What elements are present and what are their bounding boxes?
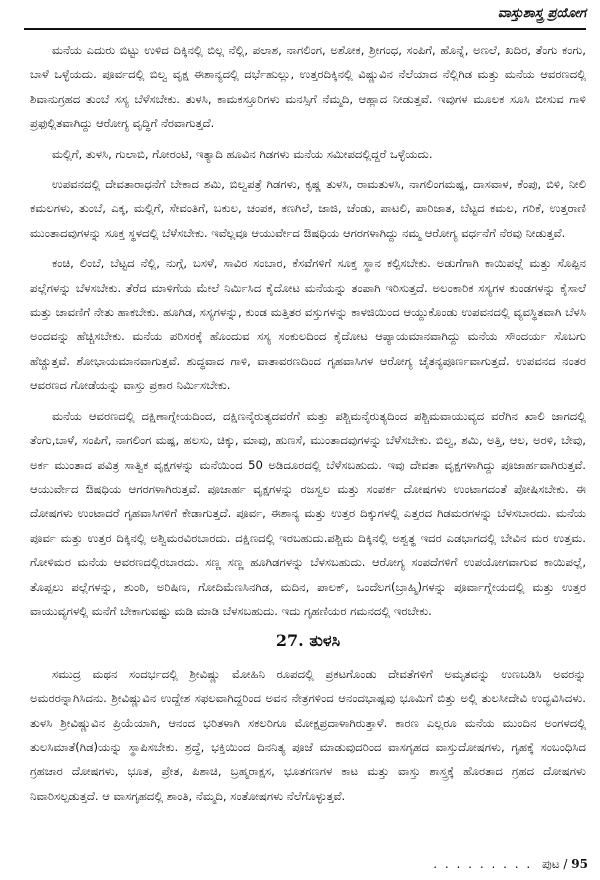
section-paragraph-1: ಸಮುದ್ರ ಮಥನ ಸಂದರ್ಭದಲ್ಲಿ ಶ್ರೀವಿಷ್ಣು ಮೋಹಿನಿ ರೂಪದಲ್ಲಿ ಪ್ರಕಟಗೊಂಡು ದೇವತೆಗಳಿಗೆ ಅಮೃತವನ್ನು ಉಣಬಡಿಸಿ ಅವರನ್ನು ಅಮರರನ್ನಾಗಿಸಿದನು. ಶ್ರೀವಿಷ್ಣುವಿನ ಉದ್ದೇಶ ಸಫಲವಾಗಿದ್ದರಿಂದ ಅವನ ನೇತ್ರಗಳಿಂದ ಆನಂದಭಾಷ್ಪವು ಭೂಮಿಗೆ ಬಿತ್ತು ಅಲ್ಲಿ ತುಲಸೀದೇವಿ ಉದ್ಭವಿಸಿದಳು. ತುಳಸಿ ಶ್ರೀವಿಷ್ಣುವಿನ ಪ್ರಿಯೆಯಾಗಿ, ಆನಂದ ಭರಿತಳಾಗಿ ಸಕಲರಿಗೂ ಮೋಕ್ಷಪ್ರದಾಳಾಗಿರುತ್ತಾಳೆ. ಕಾರಣ ಎಲ್ಲರೂ ಮನೆಯ ಮುಂದಿನ ಅಂಗಳದಲ್ಲಿ ತುಲಸಿಮಾತೆ(ಗಿಡ)ಯನ್ನು ಸ್ಥಾಪಿಸಬೇಕು. ಶ್ರದ್ಧೆ, ಭಕ್ತಿಯಿಂದ ದಿನನಿತ್ಯ ಪೂಜೆ ಮಾಡುವುದರಿಂದ ವಾಸಗೃಹದ ವಾಸ್ತುದೋಷಗಳು, ಗೃಹಕ್ಕೆ ಸಂಬಂಧಿಸಿದ ಗ್ರಹಚಾರ ದೋಷಗಳು, ಭೂತ, ಪ್ರೇತ, ಪಿಶಾಚಿ, ಬ್ರಹ್ಮರಾಕ್ಷಸ, ಭೂತಗಣಗಳ ಕಾಟ ಮತ್ತು ವಾಸ್ತು ಶಾಸ್ತ್ರಕ್ಕೆ ಹೊರತಾದ ಗ್ರಹದ ದೋಷಗಳು ನಿವಾರಿಸಲ್ಪಡುತ್ತದೆ. ಆ ವಾಸಗೃಹದಲ್ಲಿ ಶಾಂತಿ, ನೆಮ್ಮದಿ, ಸಂತೋಷಗಳು ನೆಲೆಗೊಳ್ಳುತ್ತವೆ. xyxy=(30,666,586,803)
footer-dots: . . . . . . . . . xyxy=(433,857,533,871)
page-separator: / xyxy=(563,857,568,871)
paragraph-5: ಮನೆಯ ಆವರಣದಲ್ಲಿ ದಕ್ಷಿಣಾಗ್ನೇಯದಿಂದ, ದಕ್ಷಿಣನೈರುತ್ಯದವರೆಗೆ ಮತ್ತು ಪಶ್ಚಿಮನೈರುತ್ಯದಿಂದ ಪಶ್ಚಿಮವಾಯುವ್ಯದ ವರೆಗಿನ ಖಾಲಿ ಜಾಗದಲ್ಲಿ ತೆಂಗು,ಬಾಳೆ, ಸಂಪಿಗೆ, ನಾಗಲಿಂಗ ಮಷ್ಪ, ಹಲಸು, ಚಿಕ್ಕು, ಮಾವು, ಹುಣಸೆ, ಮುಂತಾದವುಗಳನ್ನು ಬೆಳೆಸಬೇಕು. ಬಿಲ್ವ, ಶಮಿ, ಅತ್ತಿ, ಆಲ, ಅರಳಿ, ಬೇವು, ಅರ್ಕ ಮುಂತಾದ ಪವಿತ್ರ ಸಾತ್ವಿಕ ವೃಕ್ಷಗಳನ್ನು ಮನೆಯಿಂದ 50 ಅಡಿದೂರದಲ್ಲಿ ಬೆಳೆಸಬಹುದು. ಇವು ದೇವತಾ ವೃಕ್ಷಗಳಾಗಿದ್ದು ಪೂಜಾರ್ಹವಾಗಿರುತ್ತವೆ. ಆಯುರ್ವೇದ ಔಷಧಿಯ ಆಗರಗಳಾಗಿರುತ್ತವೆ. ಪೂಜಾರ್ಹ ವೃಕ್ಷಗಳನ್ನು ರಜಸ್ವಲ ಮತ್ತು ಸಂಪರ್ಕ ದೋಷಗಳು ಉಂಟಾಗದಂತೆ ಪೋಷಿಸಬೇಕು. ಈ ದೋಷಗಳು ಉಂಟಾದರೆ ಗೃಹವಾಸಿಗಳಿಗೆ ಕೇಡಾಗುತ್ತದೆ. ಪೂರ್ವ, ಈಶಾನ್ಯ ಮತ್ತು ಉತ್ತರ ದಿಕ್ಕುಗಳಲ್ಲಿ ಎತ್ತರದ ಗಿಡಮರಗಳನ್ನು ಬೆಳಸಬಾರದು. ಮನೆಯ ಪೂರ್ವ ಮತ್ತು ಉತ್ತರ ದಿಕ್ಕಿನಲ್ಲಿ ಅಶ್ವಿಮರವಿರಬಾರದು. ದಕ್ಷಿಣದಲ್ಲಿ ಇರಬಹುದು.ಪಶ್ಚಿಮ ದಿಕ್ಕಿನಲ್ಲಿ ಅಶ್ವತ್ಥ ಇದರ ಎಡಭಾಗದಲ್ಲಿ ಬೇವಿನ ಮರ ಉತ್ತಮ. ಗೋಳಿಮರ ಮನೆಯ ಆವರಣದಲ್ಲಿರಬಾರದು. ಸಣ್ಣ ಸಣ್ಣ ಹೂಗಿಡಗಳನ್ನು ಬೆಳಸಬಹುದು. ಆರೋಗ್ಯ ಸಂಪದೆಗಳಿಗೆ ಉಪಯೋಗವಾಗುವ ಕಾಯಿಪಲ್ಲೆ, ತೊಪ್ಪಲು ಪಲ್ಲೆಗಳನ್ನು, ಶುಂಠಿ, ಅರಿಷಿಣ, ಗೋದಿಮೆಣಸಿನಗಿಡ, ಮದಿನ, ಪಾಲಕ್, ಒಂದೆಲಗ(ಬ್ರಾಹ್ಮಿ)ಗಳನ್ನು ಪೂರ್ವಾಗ್ನೇಯದಲ್ಲಿ ಮತ್ತು ಉತ್ತರ ವಾಯುವ್ಯಗಳಲ್ಲಿ ಮನೆಗೆ ಬೇಕಾಗುವಷ್ಟು ಮಡಿ ಮಾಡಿ ಬೆಳಸಬಹುದು. ಇದು ಗೃಹಣಿಯರ ಗಮನದಲ್ಲಿ ಇರಬೇಕು. xyxy=(30,408,586,618)
paragraph-2: ಮಲ್ಲಿಗೆ, ತುಳಸಿ, ಗುಲಾಬಿ, ಗೋರಂಟಿ, ಇತ್ಯಾದಿ ಹೂವಿನ ಗಿಡಗಳು ಮನೆಯ ಸಮೀಪದಲ್ಲಿದ್ದರೆ ಒಳ್ಳೆಯದು. xyxy=(52,146,433,161)
paragraph-4: ಕಂಚಿ, ಲಿಂಬೆ, ಬೆಟ್ಟದ ನೆಲ್ಲಿ, ನುಗ್ಗೆ, ಬಸಳೆ, ಸಾವಿರ ಸಂಬಾರ, ಕೆಸವೆಗಳಿಗೆ ಸೂಕ್ತ ಸ್ಥಾನ ಕಲ್ಪಿಸಬೇಕು. ಅಡುಗೆಗಾಗಿ ಕಾಯಿಪಲ್ಲೆ ಮತ್ತು ಸೊಪ್ಪಿನ ಪಲ್ಲೆಗಳನ್ನು ಬೆಳಸಬೇಕು. ತೆರೆದ ಮಾಳಿಗೆಯ ಮೇಲೆ ನಿರ್ಮಿಸಿದ ಕೈದೋಟ ಮನೆಯನ್ನು ತಂಪಾಗಿ ಇರಿಸುತ್ತದೆ. ಅಲಂಕಾರಿಕ ಸಸ್ಯಗಳ ಕುಂಡಗಳನ್ನು ಕೈಸಾಲೆ ಮತ್ತು ಚಾವಣಿಗೆ ನೇತು ಹಾಕಬೇಕು. ಹೂಗಿಡ, ಸಸ್ಯಗಳನ್ನು, ಕುಂಡ ಮತ್ತಿತರ ವಸ್ತುಗಳನ್ನು ಕಾಳಜಿಯಿಂದ ಆಯ್ದುಕೊಂಡು ಉಪವನದಲ್ಲಿ ವ್ಯವಸ್ಥಿತವಾಗಿ ಬೆಳಸಿ ಅಂದವನ್ನು ಹೆಚ್ಚಿಸಬೇಕು. ಮನೆಯ ಪರಿಸರಕ್ಕೆ ಹೊಂದುವ ಸಸ್ಯ ಸಂಕುಲದಿಂದ ಕೈದೋಟ ಆಪ್ಯಾಯಮಾನವಾಗಿದ್ದು ಮನೆಯ ಸೌಂದರ್ಯ ಸೊಬಗು ಹೆಚ್ಚುತ್ತವೆ. ಶೋಭಾಯಮಾನವಾಗುತ್ತವೆ. ಶುದ್ಧವಾದ ಗಾಳಿ, ವಾತಾವರಣದಿಂದ ಗೃಹವಾಸಿಗಳ ಆರೋಗ್ಯ ಚೈತನ್ಯಪೂರ್ಣವಾಗುತ್ತದೆ. ಉಪವನದ ನಂತರ ಆವರಣದ ಗೋಡೆಯನ್ನು ವಾಸ್ತು ಪ್ರಕಾರ ನಿರ್ಮಿಸಬೇಕು. xyxy=(30,256,586,393)
page-footer xyxy=(433,857,588,872)
body-text xyxy=(30,38,586,814)
page-number: 95 xyxy=(571,857,588,871)
section-title: 27. ತುಳಸಿ xyxy=(275,631,341,651)
paragraph-1: ಮನೆಯ ಎದುರು ಬಿಟ್ಟು ಉಳಿದ ದಿಕ್ಕಿನಲ್ಲಿ ಬಿಲ್ಲ ನೆಲ್ಲಿ, ಪಲಾಶ, ನಾಗಲಿಂಗ, ಅಶೋಕ, ಶ್ರೀಗಂಧ, ಸಂಪಿಗೆ, ಹೊನ್ನೆ, ಅಣಲೆ, ಖದಿರ, ತೆಂಗು ಕಂಗು, ಬಾಳೆ ಒಳ್ಳೆಯದು. ಪೂರ್ವದಲ್ಲಿ ಬಿಲ್ವ ವೃಕ್ಷ ಈಶಾನ್ಯದಲ್ಲಿ ದರ್ಭೆಹುಲ್ಲು, ಉತ್ತರದಿಕ್ಕಿನಲ್ಲಿ ವಿಷ್ಣುವಿನ ನೆಲೆಯಾದ ನೆಲ್ಲಿಗಿಡ ಮತ್ತು ಮನೆಯ ಆವರಣದಲ್ಲಿ ಶಿವಾನುಗ್ರಹದ ತುಂಬೆ ಸಸ್ಯ ಬೆಳೆಸಬೇಕು. ತುಳಸಿ, ಕಾಮಕಸ್ತೂರಿಗಳು ಮನಸ್ಸಿಗೆ ನೆಮ್ಮದಿ, ಆಹ್ಲಾದ ನೀಡುತ್ತವೆ. ಇವುಗಳ ಮೂಲಕ ಸೂಸಿ ಬೀಸುವ ಗಾಳಿ ಪ್ರಫುಲ್ಲಿತವಾಗಿದ್ದು ಆರೋಗ್ಯ ವೃದ್ಧಿಗೆ ನೆರವಾಗುತ್ತದೆ. xyxy=(30,43,586,131)
paragraph-3: ಉಪವನದಲ್ಲಿ ದೇವತಾರಾಧನೆಗೆ ಬೇಕಾದ ಶಮಿ, ಬಿಲ್ವಪತ್ರೆ ಗಿಡಗಳು, ಕೃಷ್ಣ ತುಳಸಿ, ರಾಮತುಳಸಿ, ನಾಗಲಿಂಗಮಷ್ಪ, ದಾಸವಾಳ, ಕೆಂಪು, ಬಿಳಿ, ನೀಲಿ ಕಮಲಗಳು, ತುಂಬೆ, ಎಕ್ಕ, ಮಲ್ಲಿಗೆ, ಸೇವಂತಿಗೆ, ಬಕುಲ, ಚಂಪಕ, ಕಣಗಿಲೆ, ಜಾಜಿ, ಚೆಂಡು, ಪಾಟಲಿ, ಪಾರಿಜಾತ, ಬೆಟ್ಟದ ಕಮಲ, ಗರಿಕೆ, ಉತ್ತರಾಣಿ ಮುಂತಾದವುಗಳನ್ನು ಸೂಕ್ತ ಸ್ಥಳದಲ್ಲಿ ಬೆಳೆಸಬೇಕು. ಇವೆಲ್ಲವೂ ಆಯುರ್ವೇದ ಔಷಧಿಯ ಆಗರಗಳಾಗಿದ್ದು ನಮ್ಮ ಆರೋಗ್ಯ ವರ್ಧನೆಗೆ ನೆರವು ನೀಡುತ್ತವೆ. xyxy=(30,177,586,240)
header-rule xyxy=(24,28,586,30)
page-label: ಪುಟ xyxy=(541,857,560,871)
running-header-title: ವಾಸ್ತುಶಾಸ್ತ್ರ ಪ್ರಯೋಗ xyxy=(497,6,586,21)
